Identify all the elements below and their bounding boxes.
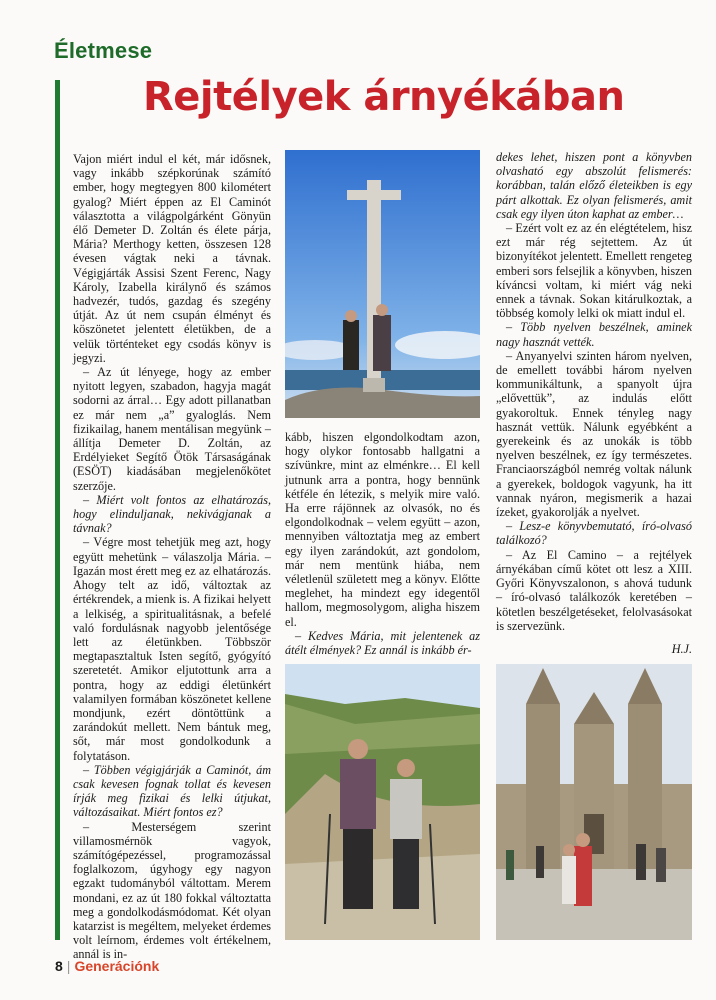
paragraph: dekes lehet, hiszen pont a könyvben olvasható egy abszolút felismerés: korábban, talán előző életeikben is egy párt alkottak. Ez olyan felismerés, amit csak egy ilyen úton kaphat az ember…	[496, 150, 692, 221]
paragraph: – Ezért volt ez az én elégtételem, hisz ezt már rég sejtettem. Az út bizonyítékot jelentett. Emellett rengeteg emberi sors felsejlik a könyvben, hiszen kíváncsi voltam, ki miért vág neki ennek a távnak. Sokan kitárulkoztak, a többség komoly lelki ok miatt indul el.	[496, 221, 692, 321]
photo-cross-monument	[285, 150, 480, 418]
author-signature: H.J.	[671, 642, 692, 656]
photo-hikers	[285, 664, 480, 940]
page-number: 8	[55, 958, 63, 974]
paragraph: – Végre most tehetjük meg azt, hogy együtt mehetünk – válaszolja Mária. – Igazán most érett meg ez az elhatározás. Ahogy telt az idő, változtak az értékrendek, a mienk is. A fizikai helyett a lelkiség, a spiritualitásnak, a befelé való fordulásnak nagyobb jelentősége lett az életünkben. Többször megtapasztaltuk Isten segítő, gyógyító szeretetét. Amikor eljutottunk arra a pontra, hogy az eddigi életünkért valamilyen formában köszönetet kellene mondjunk, ezért döntöttünk a zarándokút mellett. Nem bántuk meg, sőt, már most gondolkodunk a folytatáson.	[73, 535, 271, 763]
text-column-2	[285, 430, 480, 657]
paragraph: – Több nyelven beszélnek, aminek nagy hasznát vették.	[496, 320, 692, 349]
paragraph: – Az El Camino – a rejtélyek árnyékában című kötet ott lesz a XIII. Győri Könyvszalonon, s ahová tudunk – író-olvasó találkozók keretében – kötetlen beszélgetéseket, felolvasásokat is szervezünk.	[496, 547, 692, 633]
footer-separator: |	[66, 958, 71, 974]
page-footer	[55, 958, 159, 974]
paragraph: – Az út lényege, hogy az ember nyitott legyen, szabadon, hagyja magát sodorni az árral… Egy adott pillanatban ez már nem „a” gyaloglás. Nem fizikailag, hanem mentálisan megyünk – állítja Demeter D. Zoltán, az Erdélyieket Segítő Ötök Társaságának (ESÖT) kiadásában megjelenőkötet szerzője.	[73, 365, 271, 493]
paragraph: – Többen végigjárják a Caminót, ám csak kevesen fognak tollat és kevesen írják meg fizikai és lelki útjukat, változásaikat. Miért fontos ez?	[73, 762, 271, 820]
signature-line	[496, 642, 692, 656]
paragraph: – Anyanyelvi szinten három nyelven, de emellett további három nyelven kommunikáltunk, a spanyolt újra „elővettük”, az indulás előtt gyakoroltuk. Ennek tényleg nagy hasznát vettük. Nálunk egyébként a gyerekeink és az unokák is több nyelven beszélnek, ez így természetes. Franciaországból nemrég voltak nálunk a gyerekek, boldogok vagyunk, ha itt vannak nyáron, megismerik a hazai ízeket, gyakorolják a nyelvet.	[496, 348, 692, 520]
text-column-3	[496, 150, 692, 633]
magazine-name: Generációnk	[74, 958, 160, 974]
article-title: Rejtélyek árnyékában	[143, 74, 625, 120]
paragraph: Vajon miért indul el két, már idősnek, vagy inkább szépkorúnak számító ember, hogy megtegyen 800 kilométert gyalog? Miért éppen az El Caminót választotta a világpolgárként Gönyün élő Demeter D. Zoltán és élete párja, Mária? Merthogy ketten, összesen 128 évesen vágtak neki a távnak. Végigjárták Assisi Szent Ferenc, Nagy Károly, Izabella királynő és számos hadvezér, tudós, gazdag és szegény útját. Az út nem csupán élményt és köszönetet jelentett életükben, de a velük történteket egy csodás könyv is jegyzi.	[73, 152, 271, 365]
text-column-1	[73, 152, 271, 962]
paragraph: kább, hiszen elgondolkodtam azon, hogy olykor fontosabb hallgatni a szívünkre, mint az elménkre… El kell jutnunk arra a pontra, hogy bennünk kétféle én létezik, s melyik mire való. Ha erre rájönnek az olvasók, no és elgondolkodnak – velem együtt – azon, mennyiben változtatja meg az embert egy ilyen zarándokút, azt gondolom, már nem mentünk hiába, nem véletlenül született meg a könyv. Előtte meglehet, ha mindezt egy idegentől hallom, megmosolygom, aligha hiszem el.	[285, 430, 480, 629]
paragraph: – Mesterségem szerint villamosmérnök vagyok, számítógépezéssel, programozással foglalkozom, úgyhogy egy nagyon egzakt tudományból váltottam. Merem mondani, ez az út 180 fokkal változtatta meg a gondolkodásmódomat. Két olyan katarzist is megéltem, melyeket érdemes volt leírnom, érdemes volt értékelnem, annál is in-	[73, 819, 271, 962]
accent-bar	[55, 80, 60, 940]
photo-cathedral	[496, 664, 692, 940]
paragraph: – Kedves Mária, mit jelentenek az átélt élmények? Ez annál is inkább ér-	[285, 628, 480, 658]
paragraph: – Miért volt fontos az elhatározás, hogy elinduljanak, nekivágjanak a távnak?	[73, 492, 271, 536]
section-label: Életmese	[54, 38, 153, 63]
paragraph: – Lesz-e könyvbemutató, író-olvasó találkozó?	[496, 519, 692, 548]
